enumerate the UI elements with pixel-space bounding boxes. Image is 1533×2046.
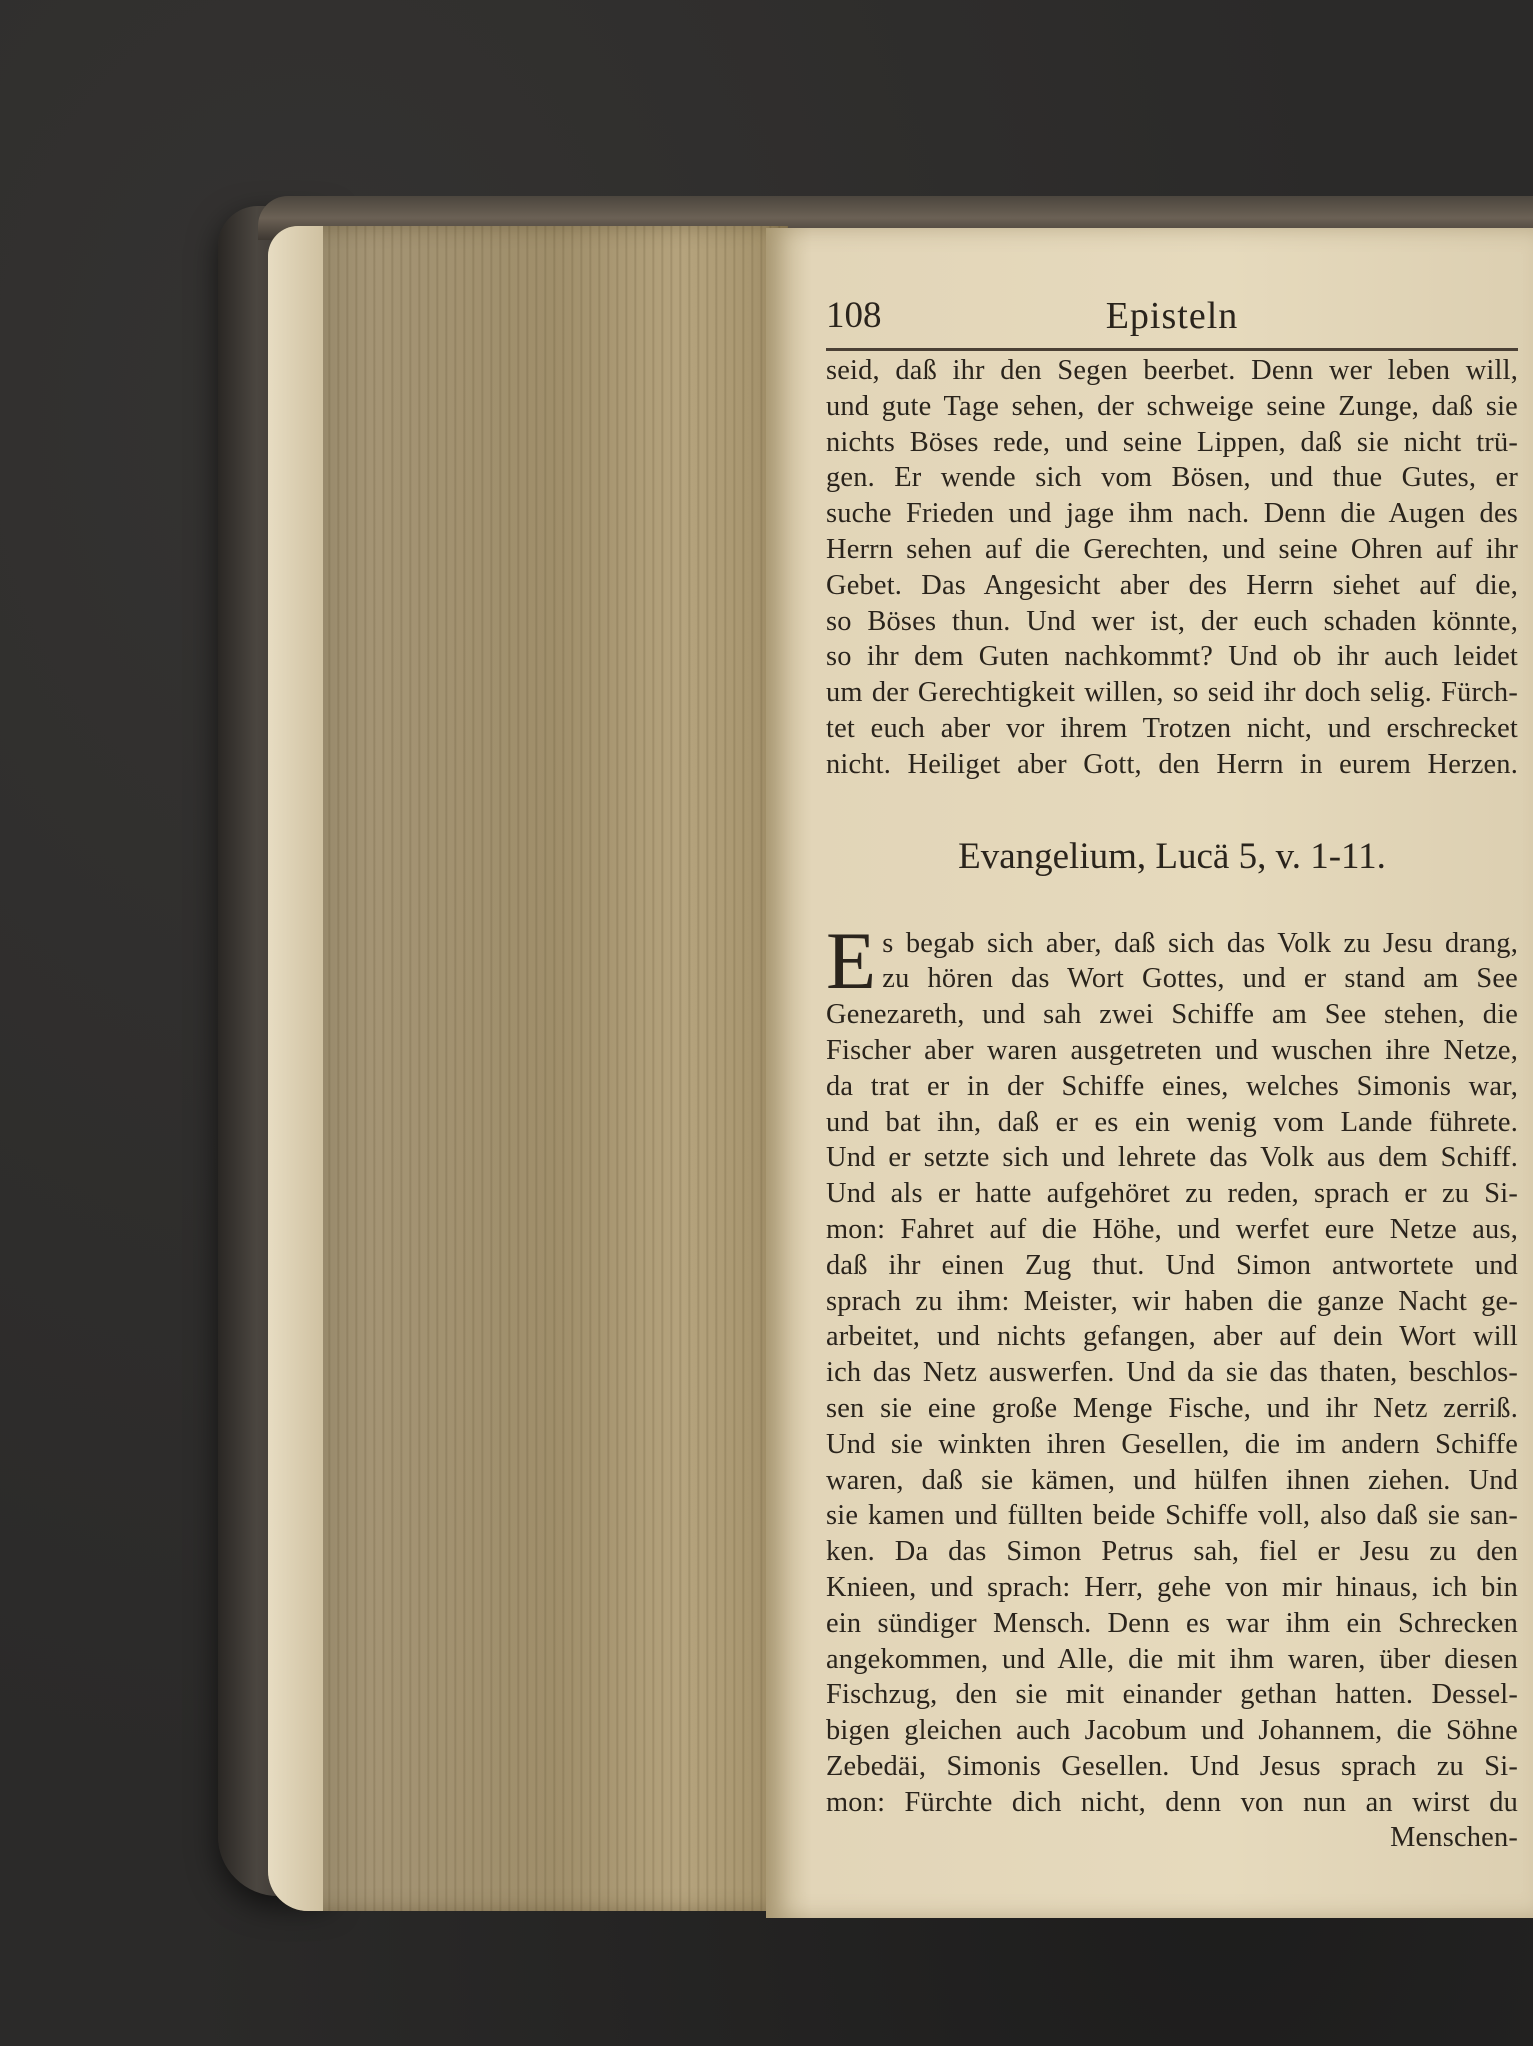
page-block-edges xyxy=(268,226,788,1911)
text-line: gen. Er wende sich vom Bösen, und thue Gutes, er xyxy=(826,462,1518,494)
text-line: bigen gleichen auch Jacobum und Johannem, die Söhne xyxy=(826,1715,1518,1747)
epistle-text xyxy=(826,353,1518,783)
text-line: Gebet. Das Angesicht aber des Herrn siehet auf die, xyxy=(826,569,1518,601)
gospel-heading: Evangelium, Lucä 5, v. 1-11. xyxy=(958,835,1386,877)
text-line: Herrn sehen auf die Gerechten, und seine Ohren auf ihr xyxy=(826,533,1518,565)
text-line: da trat er in der Schiffe eines, welches Simonis war, xyxy=(826,1070,1518,1102)
drop-cap: E xyxy=(826,914,877,1006)
text-line: Und sie winkten ihren Gesellen, die im andern Schiffe xyxy=(826,1428,1518,1460)
text-line: angekommen, und Alle, die mit ihm waren, über diesen xyxy=(826,1643,1518,1675)
text-line: so Böses thun. Und wer ist, der euch schaden könnte, xyxy=(826,605,1518,637)
text-line: nichts Böses rede, und seine Lippen, daß sie nicht trü- xyxy=(826,426,1518,458)
book-page xyxy=(766,228,1533,1918)
text-line: seid, daß ihr den Segen beerbet. Denn wer leben will, xyxy=(826,355,1518,386)
text-line: ich das Netz auswerfen. Und da sie das thaten, beschlos- xyxy=(826,1357,1518,1389)
text-line: so ihr dem Guten nachkommt? Und ob ihr auch leidet xyxy=(826,641,1518,673)
text-line: Fischer aber waren ausgetreten und wuschen ihre Netze, xyxy=(826,1034,1518,1066)
text-line: nicht. Heiliget aber Gott, den Herrn in eurem Herzen. xyxy=(826,748,1518,780)
open-book xyxy=(218,196,1533,1921)
text-line: arbeitet, und nichts gefangen, aber auf dein Wort will xyxy=(826,1321,1518,1353)
page-number: 108 xyxy=(826,295,882,336)
text-line: tet euch aber vor ihrem Trotzen nicht, und erschrecket xyxy=(826,712,1518,744)
text-line: und gute Tage sehen, der schweige seine Zunge, daß sie xyxy=(826,390,1518,422)
text-line: s begab sich aber, daß sich das Volk zu Jesu drang, xyxy=(882,927,1518,959)
gospel-text xyxy=(826,914,1518,1857)
text-line: Und als er hatte aufgehöret zu reden, sprach er zu Si- xyxy=(826,1178,1518,1210)
catchword: Menschen- xyxy=(1390,1822,1518,1854)
text-line: suche Frieden und jage ihm nach. Denn die Augen des xyxy=(826,498,1518,530)
text-line: Und er setzte sich und lehrete das Volk aus dem Schiff. xyxy=(826,1142,1518,1174)
text-line: Zebedäi, Simonis Gesellen. Und Jesus sprach zu Si- xyxy=(826,1750,1518,1782)
text-line: Knieen, und sprach: Herr, gehe von mir hinaus, ich bin xyxy=(826,1571,1518,1603)
running-title: Episteln xyxy=(1105,295,1239,337)
page-header xyxy=(826,288,1518,351)
text-line: sen sie eine große Menge Fische, und ihr Netz zerriß. xyxy=(826,1392,1518,1424)
text-line: mon: Fürchte dich nicht, denn von nun an wirst du xyxy=(826,1786,1518,1818)
text-line: zu hören das Wort Gottes, und er stand am See xyxy=(882,963,1518,995)
text-line: Genezareth, und sah zwei Schiffe am See stehen, die xyxy=(826,999,1518,1031)
text-line: waren, daß sie kämen, und hülfen ihnen ziehen. Und xyxy=(826,1464,1518,1496)
text-line: mon: Fahret auf die Höhe, und werfet eure Netze aus, xyxy=(826,1213,1518,1245)
text-line: ein sündiger Mensch. Denn es war ihm ein Schrecken xyxy=(826,1607,1518,1639)
text-line: und bat ihn, daß er es ein wenig vom Lande führete. xyxy=(826,1106,1518,1138)
text-line: Fischzug, den sie mit einander gethan hatten. Dessel- xyxy=(826,1679,1518,1711)
page-content xyxy=(826,288,1518,1856)
text-line: ken. Da das Simon Petrus sah, fiel er Jesu zu den xyxy=(826,1536,1518,1568)
text-line: sprach zu ihm: Meister, wir haben die ganze Nacht ge- xyxy=(826,1285,1518,1317)
text-line: sie kamen und füllten beide Schiffe voll, also daß sie san- xyxy=(826,1500,1518,1532)
text-line: daß ihr einen Zug thut. Und Simon antwortete und xyxy=(826,1249,1518,1281)
text-line: um der Gerechtigkeit willen, so seid ihr doch selig. Fürch- xyxy=(826,677,1518,709)
